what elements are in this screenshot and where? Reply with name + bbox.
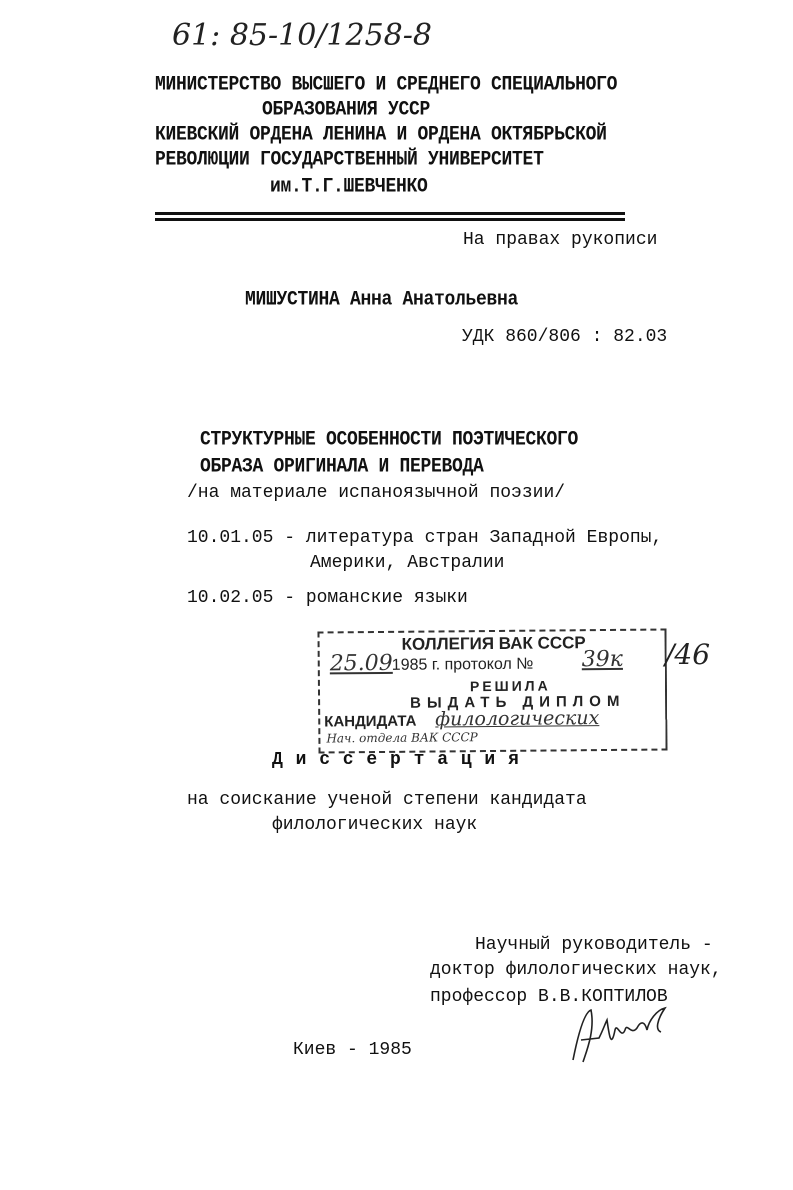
header-line-4: РЕВОЛЮЦИИ ГОСУДАРСТВЕННЫЙ УНИВЕРСИТЕТ (155, 148, 544, 172)
specialty-1-cont: Америки, Австралии (310, 553, 505, 573)
stamp-line-3: РЕШИЛА (469, 677, 551, 695)
header-line-2: ОБРАЗОВАНИЯ УССР (262, 98, 431, 122)
stamp-protocol: 1985 г. протокол № (391, 655, 534, 674)
title-line-2: ОБРАЗА ОРИГИНАЛА И ПЕРЕВОДА (200, 455, 484, 479)
header-line-3: КИЕВСКИЙ ОРДЕНА ЛЕНИНА И ОРДЕНА ОКТЯБРЬСКОЙ (155, 123, 607, 147)
supervisor-line-2: доктор филологических наук, (430, 960, 722, 980)
udk-code: УДК 860/806 : 82.03 (462, 327, 668, 347)
header-divider (155, 212, 625, 215)
title-subtitle: /на материале испаноязычной поэзии/ (187, 483, 566, 503)
stamp-line-1: КОЛЛЕГИЯ ВАК СССР (401, 633, 586, 654)
header-line-1: МИНИСТЕРСТВО ВЫСШЕГО И СРЕДНЕГО СПЕЦИАЛЬНОГО (155, 73, 618, 97)
stamp-side-note: /46 (665, 638, 711, 671)
stamp-line-6: Нач. отдела ВАК СССР (326, 730, 478, 746)
document-type: Д и с с е р т а ц и я (272, 750, 520, 770)
header-line-5: им.Т.Г.ШЕВЧЕНКО (270, 175, 428, 199)
supervisor-line-1: Научный руководитель - (475, 935, 713, 955)
header-divider-2 (155, 218, 625, 221)
archive-number: 61: 85-10/1258-8 (172, 18, 432, 53)
supervisor-line-3: профессор В.В.КОПТИЛОВ (430, 987, 668, 1007)
degree-line-1: на соискание ученой степени кандидата (187, 790, 587, 810)
degree-line-2: филологических наук (272, 815, 478, 835)
title-line-1: СТРУКТУРНЫЕ ОСОБЕННОСТИ ПОЭТИЧЕСКОГО (200, 428, 579, 452)
place-year: Киев - 1985 (293, 1040, 412, 1060)
stamp-line-5-hand: филологических (435, 707, 600, 731)
specialty-1: 10.01.05 - литература стран Западной Европы, (187, 528, 663, 548)
stamp-line-5: КАНДИДАТА (324, 712, 417, 731)
specialty-2: 10.02.05 - романские языки (187, 588, 468, 608)
stamp-date: 25.09 (329, 650, 393, 677)
stamp-protocol-number: 39к (581, 646, 623, 673)
manuscript-note: На правах рукописи (463, 230, 658, 250)
author-name: МИШУСТИНА Анна Анатольевна (245, 288, 519, 312)
stamp-line-4: ВЫДАТЬ ДИПЛОМ (410, 692, 626, 712)
vak-stamp (317, 628, 667, 753)
supervisor-signature (565, 1000, 675, 1070)
